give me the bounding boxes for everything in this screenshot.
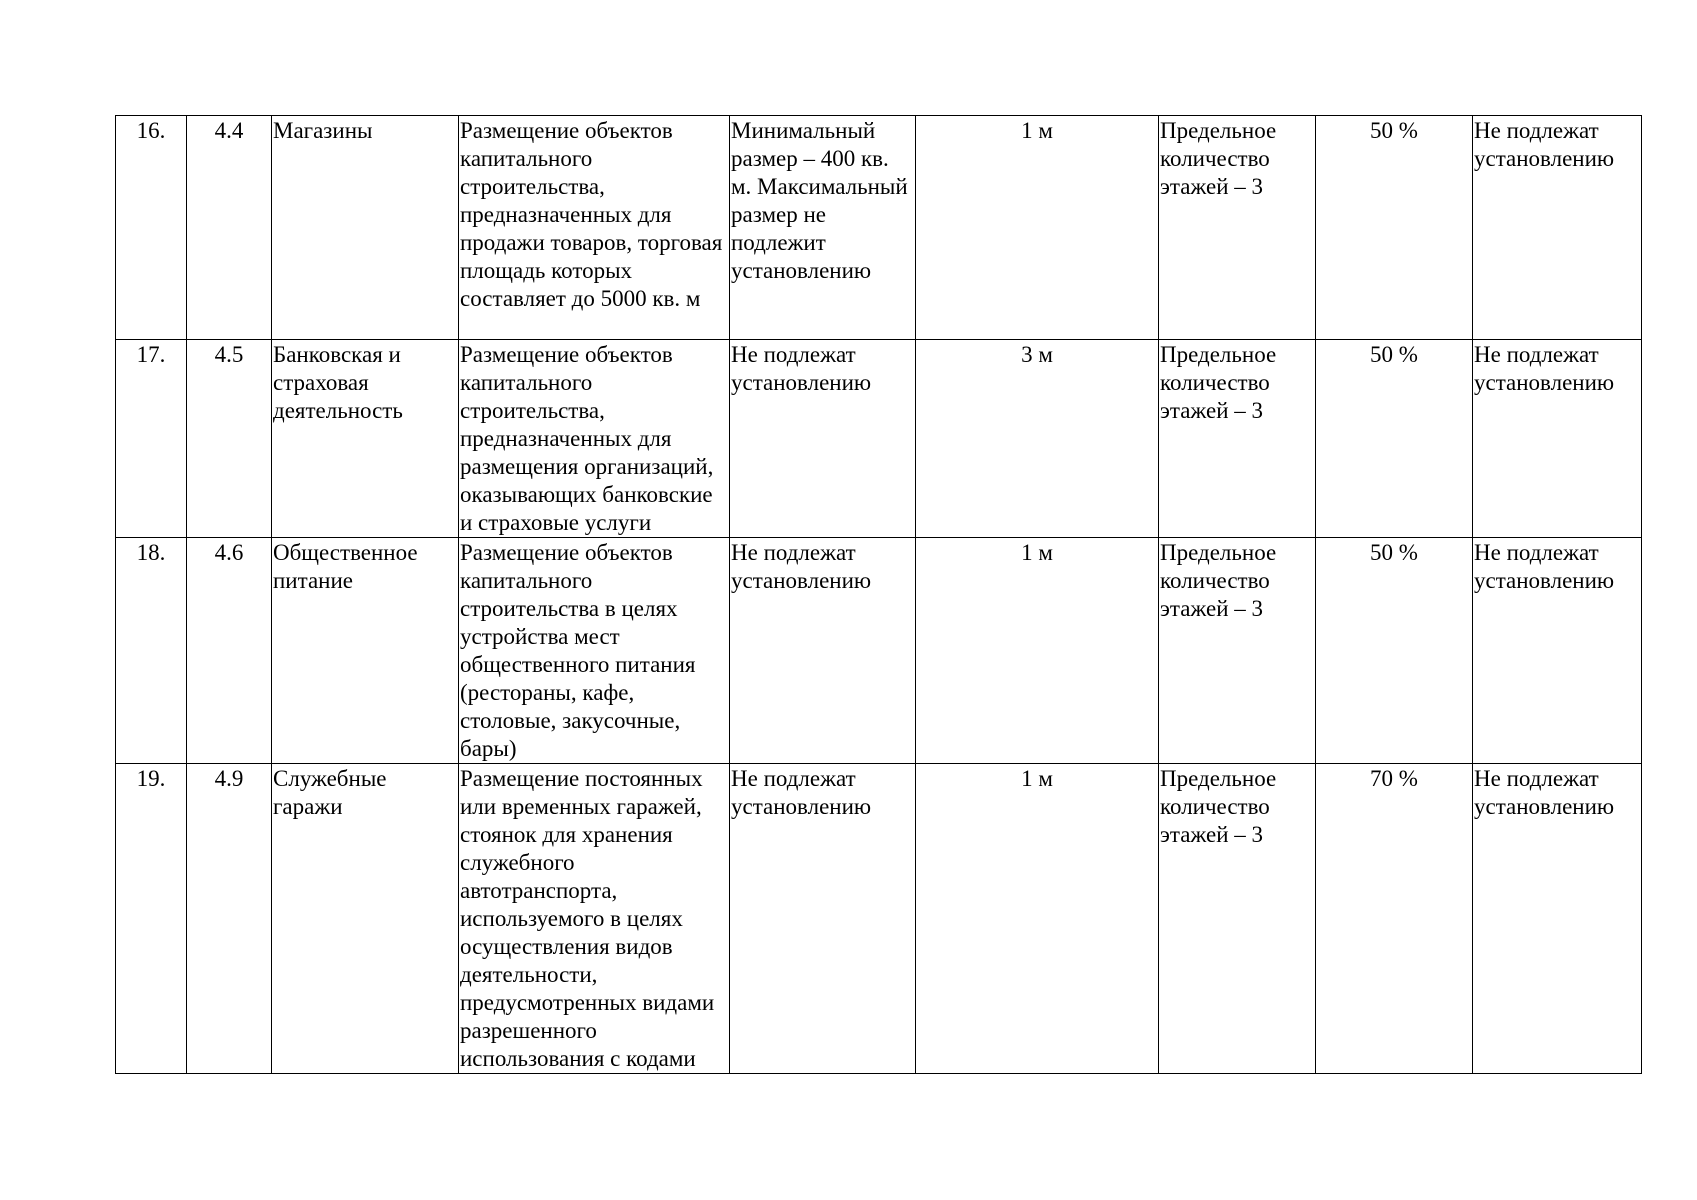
use-name: Магазины <box>272 116 459 340</box>
table-row <box>116 340 1642 538</box>
use-code: 4.5 <box>187 340 272 538</box>
table-row <box>116 538 1642 764</box>
use-code: 4.9 <box>187 764 272 1074</box>
table-row <box>116 116 1642 340</box>
use-code: 4.4 <box>187 116 272 340</box>
max-floors: Предельное количество этажей – 3 <box>1159 340 1316 538</box>
min-setback: 1 м <box>916 538 1159 764</box>
use-description: Размещение объектов капитального строительства, предназначенных для продажи товаров, торговая площадь которых составляет до 5000 кв. м <box>459 116 730 340</box>
max-floors: Предельное количество этажей – 3 <box>1159 764 1316 1074</box>
plot-size: Не подлежат установлению <box>730 538 916 764</box>
other-parameters: Не подлежат установлению <box>1473 538 1642 764</box>
use-description: Размещение объектов капитального строительства, предназначенных для размещения организаций, оказывающих банковские и страховые услуги <box>459 340 730 538</box>
use-description: Размещение объектов капитального строительства в целях устройства мест общественного питания (рестораны, кафе, столовые, закусочные, бары) <box>459 538 730 764</box>
use-name: Банковская и страховая деятельность <box>272 340 459 538</box>
plot-size: Не подлежат установлению <box>730 764 916 1074</box>
max-floors: Предельное количество этажей – 3 <box>1159 538 1316 764</box>
min-setback: 1 м <box>916 764 1159 1074</box>
min-setback: 3 м <box>916 340 1159 538</box>
zoning-regulations-table <box>115 115 1642 1074</box>
max-coverage: 50 % <box>1316 538 1473 764</box>
row-number: 17. <box>116 340 187 538</box>
max-coverage: 50 % <box>1316 116 1473 340</box>
max-coverage: 50 % <box>1316 340 1473 538</box>
row-number: 16. <box>116 116 187 340</box>
other-parameters: Не подлежат установлению <box>1473 764 1642 1074</box>
use-name: Служебные гаражи <box>272 764 459 1074</box>
other-parameters: Не подлежат установлению <box>1473 340 1642 538</box>
max-floors: Предельное количество этажей – 3 <box>1159 116 1316 340</box>
max-coverage: 70 % <box>1316 764 1473 1074</box>
plot-size: Не подлежат установлению <box>730 340 916 538</box>
row-number: 19. <box>116 764 187 1074</box>
use-description: Размещение постоянных или временных гаражей, стоянок для хранения служебного автотранспорта, используемого в целях осуществления видов деятельности, предусмотренных видами разрешенного использования с кодами <box>459 764 730 1074</box>
other-parameters: Не подлежат установлению <box>1473 116 1642 340</box>
use-code: 4.6 <box>187 538 272 764</box>
table-row <box>116 764 1642 1074</box>
plot-size: Минимальный размер – 400 кв. м. Максимальный размер не подлежит установлению <box>730 116 916 340</box>
row-number: 18. <box>116 538 187 764</box>
use-name: Общественное питание <box>272 538 459 764</box>
min-setback: 1 м <box>916 116 1159 340</box>
